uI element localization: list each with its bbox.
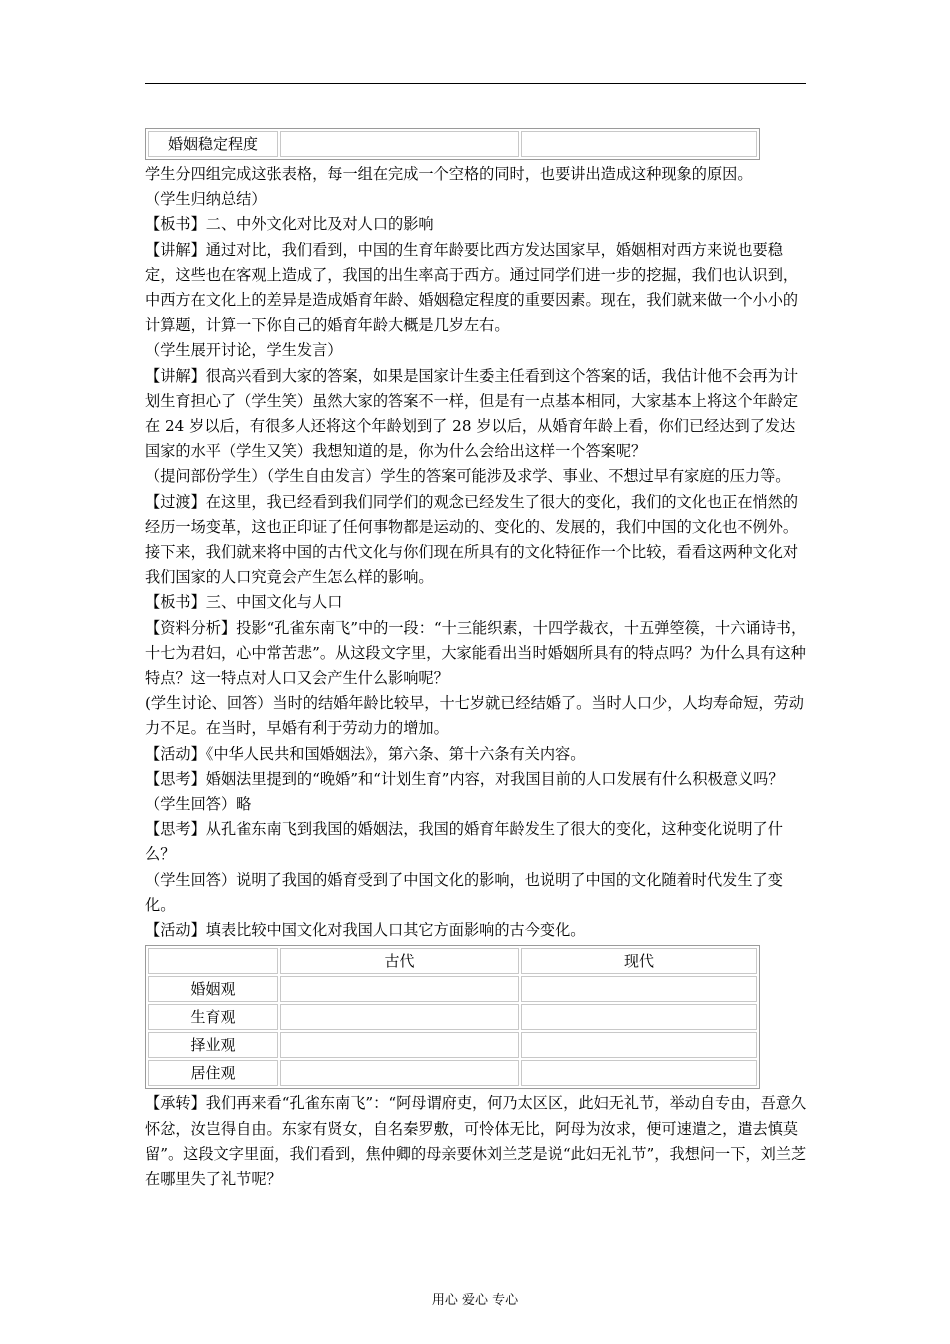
paragraph: 学生分四组完成这张表格，每一组在完成一个空格的同时，也要讲出造成这种现象的原因。	[145, 165, 753, 183]
row-label: 婚姻观	[148, 976, 278, 1002]
table-cell	[521, 1060, 757, 1086]
table-cell	[280, 131, 519, 157]
paragraph: （学生回答）略	[145, 795, 252, 814]
table-cell	[280, 1060, 519, 1086]
paragraph: 【讲解】通过对比，我们看到，中国的生育年龄要比西方发达国家早，婚姻相对西方来说也要稳定，这些也在客观上造成了，我国的出生率高于西方。通过同学们进一步的挖掘，我们也认识到，中西方在文化上的差异是造成婚育年龄、婚姻稳定程度的重要因素。现在，我们就来做一个小小的计算题，计算一下你自己的婚育年龄大概是几岁左右。	[145, 240, 799, 335]
paragraph: （提问部份学生）（学生自由发言）学生的答案可能涉及求学、事业、不想过早有家庭的压力等。	[145, 467, 791, 486]
table-row	[148, 1060, 757, 1086]
header-cell-modern: 现代	[521, 948, 757, 974]
table-header-row	[148, 948, 757, 974]
paragraph: 【承转】我们再来看“孔雀东南飞”：“阿母谓府吏，何乃太区区，此妇无礼节，举动自专由，吾意久怀忿，汝岂得自由。东家有贤女，自名秦罗敷，可怜体无比，阿母为汝求，便可速遣之，遣去慎莫留”。这段文字里面，我们看到，焦仲卿的母亲要休刘兰芝是说“此妇无礼节”，我想问一下，刘兰芝在哪里失了礼节呢？	[145, 1094, 807, 1188]
ancient-modern-compare-table	[145, 945, 760, 1089]
marriage-stability-table	[145, 128, 760, 160]
header-rule	[145, 83, 806, 84]
table-cell	[521, 976, 757, 1002]
paragraph: 【过渡】在这里，我已经看到我们同学们的观念已经发生了很大的变化，我们的文化也正在悄然的经历一场变革，这也正印证了任何事物都是运动的、变化的、发展的，我们中国的文化也不例外。接下来，我们就来将中国的古代文化与你们现在所具有的文化特征作一个比较，看看这两种文化对我们国家的人口究竟会产生怎么样的影响。	[145, 492, 799, 587]
row-label: 生育观	[148, 1004, 278, 1030]
table-cell	[521, 1004, 757, 1030]
table-row	[148, 976, 757, 1002]
header-cell	[148, 948, 278, 974]
document-body	[145, 126, 810, 1192]
paragraph: 【思考】婚姻法里提到的“晚婚”和“计划生育”内容，对我国目前的人口发展有什么积极意义吗？	[145, 769, 784, 788]
table-cell	[280, 1032, 519, 1058]
paragraph: （学生归纳总结）	[145, 190, 267, 209]
table-cell	[280, 976, 519, 1002]
paragraph: 【活动】填表比较中国文化对我国人口其它方面影响的古今变化。	[145, 921, 586, 940]
table-cell	[521, 1032, 757, 1058]
paragraph: 【板书】三、中国文化与人口	[145, 593, 343, 612]
row-label: 婚姻稳定程度	[148, 131, 278, 157]
header-cell-ancient: 古代	[280, 948, 519, 974]
row-label: 居住观	[148, 1060, 278, 1086]
page-footer: 用心 爱心 专心	[431, 1293, 519, 1308]
paragraph: 【讲解】很高兴看到大家的答案，如果是国家计生委主任看到这个答案的话，我估计他不会再为计划生育担心了（学生笑）虽然大家的答案不一样，但是有一点基本相同，大家基本上将这个年龄定在 24 岁以后，有很多人还将这个年龄划到了 28 岁以后，从婚育年龄上看，你们已经达到了发达国家的水平（学生又笑）我想知道的是，你为什么会给出这样一个答案呢？	[145, 366, 799, 461]
table-row	[148, 1032, 757, 1058]
table-cell	[280, 1004, 519, 1030]
paragraph: (学生讨论、回答）当时的结婚年龄比较早，十七岁就已经结婚了。当时人口少，人均寿命短，劳动力不足。在当时，早婚有利于劳动力的增加。	[145, 694, 804, 738]
paragraph: （学生回答）说明了我国的婚育受到了中国文化的影响，也说明了中国的文化随着时代发生了变化。	[145, 870, 783, 914]
table-row	[148, 1004, 757, 1030]
paragraph: 【活动】《中华人民共和国婚姻法》，第六条、第十六条有关内容。	[145, 744, 586, 763]
paragraph: 【板书】二、中外文化对比及对人口的影响	[145, 215, 434, 234]
paragraph: 【思考】从孔雀东南飞到我国的婚姻法，我国的婚育年龄发生了很大的变化，这种变化说明了什么？	[145, 820, 783, 864]
paragraph: 【资料分析】投影“孔雀东南飞”中的一段：“十三能织素，十四学裁衣，十五弹箜篌，十六诵诗书，十七为君妇，心中常苦悲”。从这段文字里，大家能看出当时婚姻所具有的特点吗？为什么具有这种特点？这一特点对人口又会产生什么影响呢？	[145, 618, 807, 688]
table-cell	[521, 131, 757, 157]
table-row	[148, 131, 757, 157]
paragraph: （学生展开讨论，学生发言）	[145, 341, 343, 360]
row-label: 择业观	[148, 1032, 278, 1058]
